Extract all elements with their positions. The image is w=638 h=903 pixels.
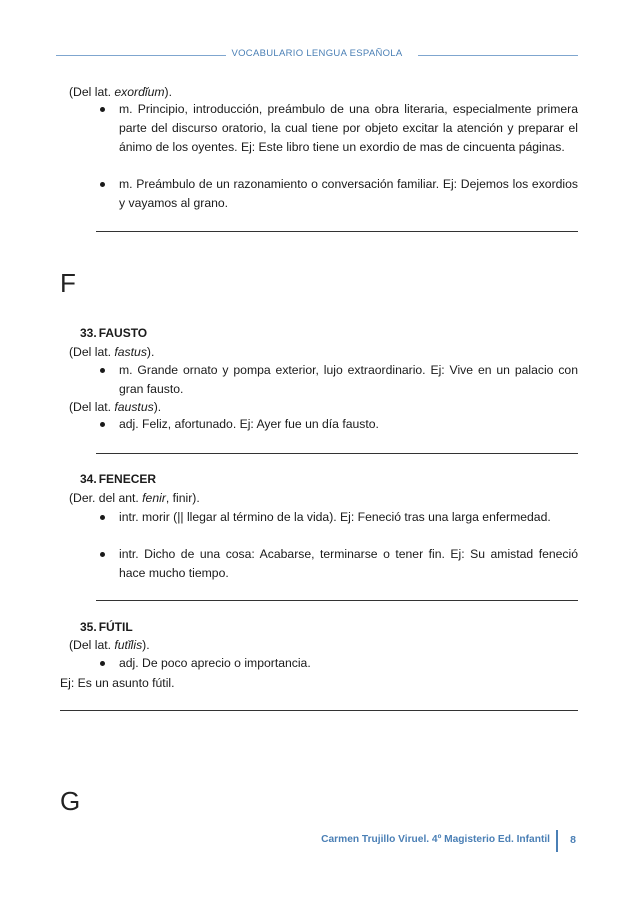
section-divider (60, 710, 578, 711)
origin-prefix: (Del lat. (69, 638, 115, 652)
origin-word: futĭlis (114, 638, 143, 652)
origin-word: fenir (142, 491, 166, 505)
entry-heading-fausto (80, 326, 147, 340)
entry-word: FENECER (98, 472, 157, 486)
page-header (56, 48, 578, 64)
bullet-icon (100, 368, 105, 373)
exordio-origin (69, 85, 172, 99)
fausto-definition-1 (100, 361, 578, 399)
bullet-icon (100, 422, 105, 427)
footer-separator (556, 830, 558, 852)
origin-prefix: (Der. del ant. (69, 491, 143, 505)
fausto-origin-1 (69, 345, 154, 359)
origin-suffix: ). (146, 345, 155, 359)
origin-prefix: (Del lat. (69, 85, 115, 99)
header-rule-right (418, 55, 578, 56)
definition-text: m. Principio, introducción, preámbulo de una obra literaria, especialmente primera parte del discurso oratorio, la cual tiene por objeto excitar la atención y preparar el ánimo de los oyentes. Ej: Este libro tiene un exordio de mas de cincuenta páginas. (119, 102, 578, 154)
origin-prefix: (Del lat. (69, 345, 115, 359)
origin-word: fastus (114, 345, 147, 359)
fenecer-origin (69, 491, 200, 505)
bullet-icon (100, 552, 105, 557)
futil-definition-1 (100, 654, 578, 674)
section-letter-f: F (60, 268, 76, 298)
bullet-icon (100, 661, 105, 666)
entry-number: 35. (80, 620, 97, 634)
definition-text: m. Grande ornato y pompa exterior, lujo extraordinario. Ej: Vive en un palacio con gran fausto. (119, 363, 578, 396)
section-letter-g: G (60, 786, 81, 816)
bullet-icon (100, 107, 105, 112)
bullet-icon (100, 515, 105, 520)
origin-suffix: ). (164, 85, 172, 99)
origin-word: exordĭum (114, 85, 165, 99)
entry-word: FÚTIL (98, 620, 133, 634)
origin-suffix: , finir). (165, 491, 200, 505)
definition-text: intr. morir (|| llegar al término de la vida). Ej: Feneció tras una larga enfermedad. (119, 510, 551, 524)
entry-divider (96, 600, 578, 601)
origin-suffix: ). (142, 638, 150, 652)
exordio-definition-2 (100, 175, 578, 213)
entry-heading-futil (80, 620, 133, 634)
origin-word: faustus (114, 400, 154, 414)
definition-text: intr. Dicho de una cosa: Acabarse, terminarse o tener fin. Ej: Su amistad feneció hace mucho tiempo. (119, 547, 578, 580)
definition-text: adj. Feliz, afortunado. Ej: Ayer fue un día fausto. (119, 417, 379, 431)
bullet-icon (100, 182, 105, 187)
origin-prefix: (Del lat. (69, 400, 115, 414)
entry-divider (96, 453, 578, 454)
futil-example: Ej: Es un asunto fútil. (60, 676, 175, 690)
entry-divider (96, 231, 578, 232)
page-footer (218, 830, 578, 852)
header-title: VOCABULARIO LENGUA ESPAÑOLA (231, 48, 403, 59)
entry-word: FAUSTO (98, 326, 148, 340)
fausto-origin-2 (69, 400, 161, 414)
fausto-definition-2 (100, 415, 578, 435)
footer-credit: Carmen Trujillo Viruel. 4º Magisterio Ed. Infantil (321, 834, 550, 845)
entry-number: 33. (80, 326, 97, 340)
entry-heading-fenecer (80, 472, 156, 486)
origin-suffix: ). (153, 400, 162, 414)
entry-number: 34. (80, 472, 97, 486)
definition-text: adj. De poco aprecio o importancia. (119, 656, 311, 670)
fenecer-definition-1 (100, 508, 578, 546)
futil-origin (69, 638, 150, 652)
page-number: 8 (570, 834, 576, 846)
exordio-definition-1 (100, 100, 578, 176)
fenecer-definition-2 (100, 545, 578, 583)
definition-text: m. Preámbulo de un razonamiento o conversación familiar. Ej: Dejemos los exordios y vayamos al grano. (119, 177, 578, 210)
